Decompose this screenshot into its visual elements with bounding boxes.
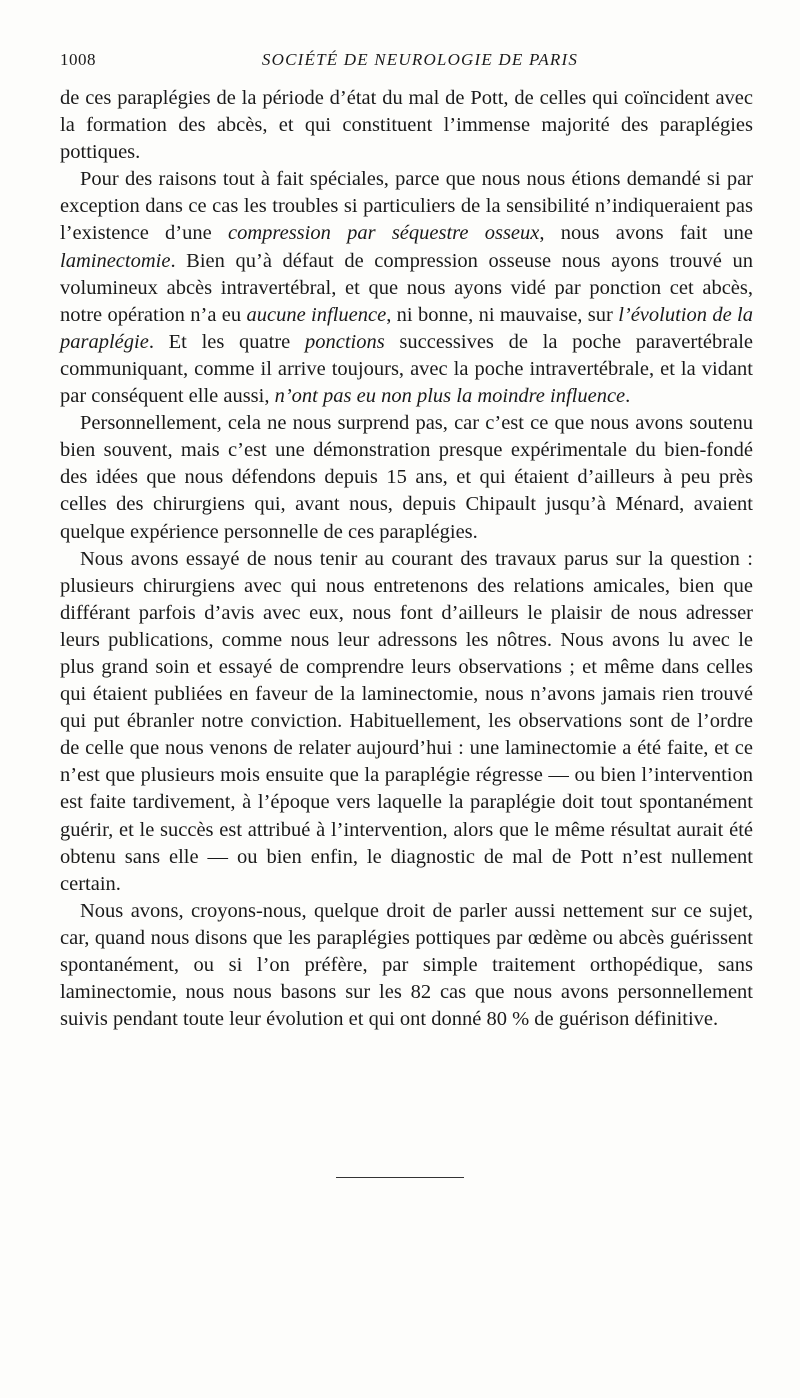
paragraph <box>60 898 753 1033</box>
text-run: . Et les quatre <box>148 330 305 353</box>
paragraph <box>60 85 753 166</box>
italic-text: laminectomie <box>60 249 171 272</box>
text-run: successives de la poche paravertébrale communiquant, comme il arrive toujours, avec la poche intravertébrale, et la vidant par conséquent elle aussi, <box>60 330 753 408</box>
text-run: . <box>625 385 631 408</box>
italic-text: l’évolution de la paraplégie <box>60 303 754 353</box>
italic-text: ponctions <box>304 330 385 353</box>
paragraph <box>60 166 753 410</box>
text-run: Pour des raisons tout à fait spéciales, parce que nous nous étions demandé si par exception dans ce cas les troubles si particuliers de la sensibilité n’indiqueraient pas l’existence d’une <box>60 168 753 245</box>
running-title: SOCIÉTÉ DE NEUROLOGIE DE PARIS <box>261 50 579 69</box>
body-text <box>60 85 753 1033</box>
text-run: Personnellement, cela ne nous surprend pas, car c’est ce que nous avons soutenu bien souvent, mais c’est une démonstration presque expérimentale du bien-fondé des idées que nous défendons depuis 15 ans, et qui étaient d’ailleurs à peu près celles des chirurgiens qui, avant nous, depuis Chipault jusqu’à Ménard, avaient quelque expérience personnelle de ces paraplégies. <box>60 412 753 543</box>
text-run: de ces paraplégies de la période d’état du mal de Pott, de celles qui coïncident avec la formation des abcès, et qui constituent l’immense majorité des paraplégies pottiques. <box>60 87 753 164</box>
paragraph <box>60 410 753 545</box>
italic-text: aucune influence <box>246 303 387 326</box>
text-run: Nous avons, croyons-nous, quelque droit de parler aussi nettement sur ce sujet, car, quand nous disons que les paraplégies pottiques par œdème ou abcès guérissent spontanément, ou si l’on préfère, par simple traitement orthopédique, sans laminectomie, nous nous basons sur les 82 cas que nous avons personnellement suivis pendant toute leur évolution et qui ont donné 80 % de guérison définitive. <box>60 899 753 1031</box>
text-run: . Bien qu’à défaut de compression osseuse nous ayons trouvé un volumineux abcès intravertébral, et que nous ayons vidé par ponction cet abcès, notre opération n’a eu <box>60 249 753 326</box>
italic-text: n’ont pas eu non plus la moindre influence <box>274 385 626 408</box>
text-run: Nous avons essayé de nous tenir au courant des travaux parus sur la question : plusieurs chirurgiens avec qui nous entretenons des relations amicales, bien que différant parfois d’avis avec eux, nous font d’ailleurs le plaisir de nous adresser leurs publications, comme nous leur adressons les nôtres. Nous avons lu avec le plus grand soin et essayé de comprendre leurs observations ; et même dans celles qui étaient publiées en faveur de la laminectomie, nous n’avons jamais rien trouvé qui put ébranler notre conviction. Habituellement, les observations sont de l’ordre de celle que nous venons de relater aujourd’hui : une laminectomie a été faite, et ce n’est que plusieurs mois ensuite que la paraplégie régresse — ou bien l’intervention est faite tardivement, à l’époque vers laquelle la paraplégie doit tout spontanément guérir, et le succès est attribué à l’intervention, alors que le même résultat aurait été obtenu sans elle — ou bien enfin, le diagnostic de mal de Pott n’est nullement certain. <box>60 547 753 895</box>
italic-text: compression par séquestre osseux <box>227 222 540 245</box>
page-number: 1008 <box>60 50 96 69</box>
paragraph <box>60 546 753 898</box>
text-run: , nous avons fait une <box>539 222 753 245</box>
text-run: , ni bonne, ni mauvaise, sur <box>386 303 619 326</box>
section-divider <box>336 1177 464 1178</box>
page-header <box>60 50 750 76</box>
